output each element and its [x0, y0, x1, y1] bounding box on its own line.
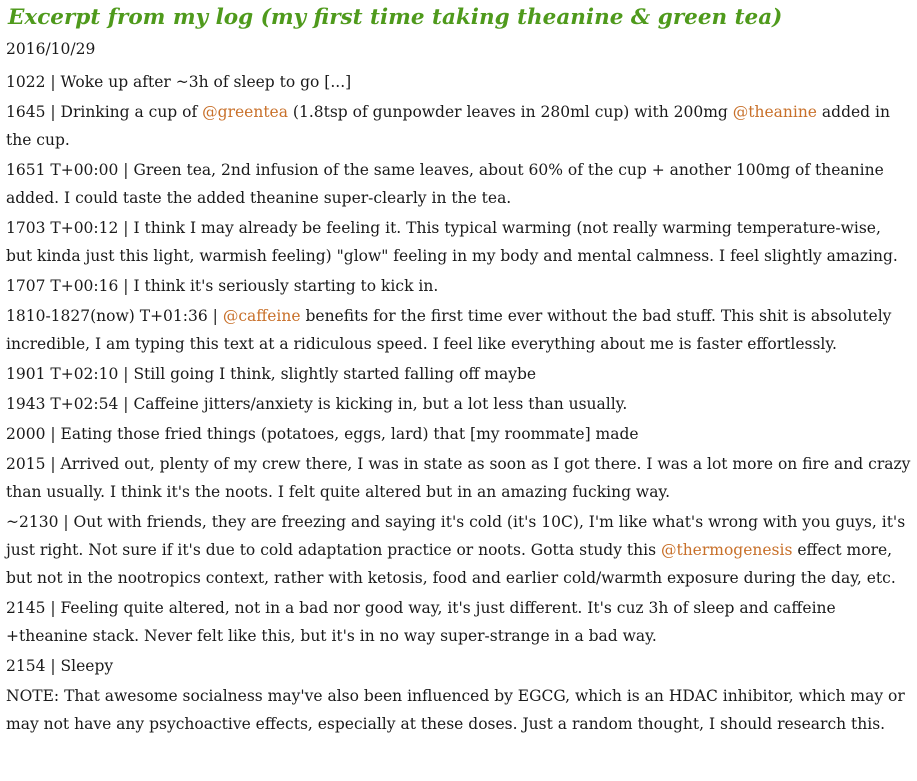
log-entry	[6, 450, 911, 506]
log-entry	[6, 682, 911, 738]
hashtag-link[interactable]: @thermogenesis	[660, 541, 793, 559]
log-entry	[6, 272, 911, 300]
entry-text: 1707 T+00:16 | I think it's seriously starting to kick in.	[6, 277, 439, 295]
log-entry	[6, 214, 911, 270]
log-entry	[6, 302, 911, 358]
entry-text: (1.8tsp of gunpowder leaves in 280ml cup) with 200mg	[287, 103, 733, 121]
log-entry	[6, 652, 911, 680]
page-title: Excerpt from my log (my first time taking theanine & green tea)	[8, 5, 783, 30]
entry-text: effect more, but not in the nootropics context, rather with ketosis, food and earlier cold/warmth exposure during the day, etc.	[6, 541, 896, 587]
log-entry	[6, 360, 911, 388]
log-entry	[6, 156, 911, 212]
log-entry	[6, 420, 911, 448]
hashtag-link[interactable]: @theanine	[732, 103, 817, 121]
log-entry	[6, 508, 911, 592]
log-entry	[6, 68, 911, 96]
entry-text: 2000 | Eating those fried things (potatoes, eggs, lard) that [my roommate] made	[6, 425, 639, 443]
entry-text: 2154 | Sleepy	[6, 657, 114, 675]
entry-text: 1651 T+00:00 | Green tea, 2nd infusion of the same leaves, about 60% of the cup + another 100mg of theanine added. I could taste the added theanine super-clearly in the tea.	[6, 161, 884, 207]
log-entries	[6, 68, 911, 738]
entry-text: added in the cup.	[6, 103, 890, 149]
entry-text: ~2130 | Out with friends, they are freezing and saying it's cold (it's 10C), I'm like what's wrong with you guys, it's just right. Not sure if it's due to cold adaptation practice or noots. Gotta study this	[6, 513, 906, 559]
entry-text: 1810-1827(now) T+01:36 |	[6, 307, 223, 325]
entry-text: 1645 | Drinking a cup of	[6, 103, 203, 121]
entry-text: NOTE: That awesome socialness may've also been influenced by EGCG, which is an HDAC inhibitor, which may or may not have any psychoactive effects, especially at these doses. Just a random thought, I should research this.	[6, 687, 905, 733]
log-entry	[6, 98, 911, 154]
entry-text: benefits for the first time ever without the bad stuff. This shit is absolutely incredible, I am typing this text at a ridiculous speed. I feel like everything about me is faster effortlessly.	[6, 307, 892, 353]
log-date: 2016/10/29	[6, 40, 96, 58]
entry-text: 1703 T+00:12 | I think I may already be feeling it. This typical warming (not really warming temperature-wise, but kinda just this light, warmish feeling) "glow" feeling in my body and mental calmness. I feel slightly amazing.	[6, 219, 898, 265]
entry-text: 1901 T+02:10 | Still going I think, slightly started falling off maybe	[6, 365, 537, 383]
entry-text: 1943 T+02:54 | Caffeine jitters/anxiety is kicking in, but a lot less than usually.	[6, 395, 628, 413]
hashtag-link[interactable]: @caffeine	[222, 307, 301, 325]
hashtag-link[interactable]: @greentea	[202, 103, 288, 121]
entry-text: 2015 | Arrived out, plenty of my crew there, I was in state as soon as I got there. I was a lot more on fire and crazy than usually. I think it's the noots. I felt quite altered but in an amazing fucking way.	[6, 455, 911, 501]
entry-text: 1022 | Woke up after ~3h of sleep to go [...]	[6, 73, 352, 91]
log-entry	[6, 594, 911, 650]
log-entry	[6, 390, 911, 418]
entry-text: 2145 | Feeling quite altered, not in a bad nor good way, it's just different. It's cuz 3h of sleep and caffeine +theanine stack. Never felt like this, but it's in no way super-strange in a bad way.	[6, 599, 836, 645]
